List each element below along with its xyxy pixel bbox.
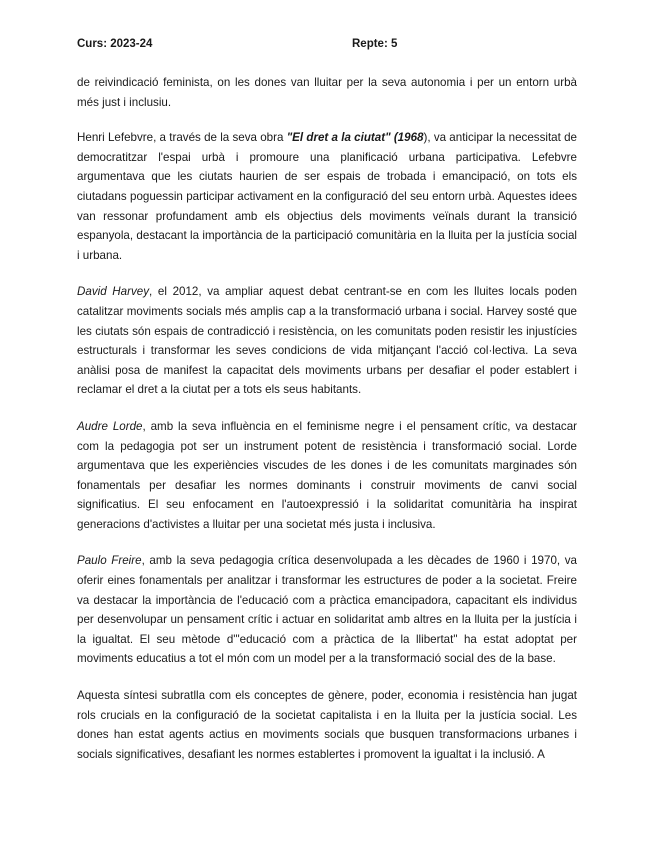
paragraph-text: de reivindicació feminista, on les dones van lluitar per la seva autonomia i per un entorn urbà més just i inclusiu. [77, 76, 577, 109]
author-name: Audre Lorde [77, 419, 143, 433]
paragraph-text: Henri Lefebvre, a través de la seva obra [77, 131, 287, 145]
paragraph-continuation [77, 73, 577, 112]
paragraph-text: Aquesta síntesi subratlla com els conceptes de gènere, poder, economia i resistència han jugat rols crucials en la configuració de la societat capitalista i en la lluita per la justícia social. Les dones han estat agents actius en moviments socials que busquen transformacions urbanes i socials significatives, desafiant les normes establertes i promovent la igualtat i la inclusió. A [77, 689, 577, 761]
paragraph-text: , amb la seva influència en el feminisme negre i el pensament crític, va destacar com la pedagogia pot ser un instrument potent de resistència i transformació social. Lorde argumentava que les experiències viscudes de les dones i de les comunitats marginades són fonamentals per desafiar les normes dominants i construir moviments de canvi social significatius. El seu enfocament en l'autoexpressió i la solidaritat comunitària ha inspirat generacions d'activistes a lluitar per una societat més justa i inclusiva. [77, 419, 577, 531]
page-header [77, 38, 578, 54]
author-name: David Harvey [77, 285, 150, 299]
paragraph-lefebvre [77, 128, 577, 265]
document-body [77, 73, 577, 764]
paragraph-text: , el 2012, va ampliar aquest debat centrant-se en com les lluites locals poden catalitzar moviments socials més amplis cap a la transformació urbana i social. Harvey sosté que les ciutats són espais de contradicció i resistència, on les comunitats poden resistir les injustícies estructurals i transformar les seves condicions de vida mitjançant l'acció col·lectiva. La seva anàlisi posa de manifest la capacitat dels moviments urbans per desafiar el poder establert i reclamar el dret a la ciutat per a tots els seus habitants. [77, 285, 577, 397]
author-name: Paulo Freire [77, 554, 142, 568]
paragraph-text: , amb la seva pedagogia crítica desenvolupada a les dècades de 1960 i 1970, va oferir eines fonamentals per analitzar i transformar les estructures de poder a la societat. Freire va destacar la importància de l'educació com a pràctica emancipadora, capacitant els individus per desenvolupar un pensament crític i actuar en solidaritat amb altres en la lluita per la justícia i la igualtat. El seu mètode d'"educació com a pràctica de la llibertat" ha estat adoptat per moviments educatius a tot el món com un model per a la transformació social des de la base. [77, 554, 577, 666]
challenge-label: Repte: 5 [352, 38, 398, 50]
paragraph-harvey [77, 282, 577, 400]
paragraph-freire [77, 551, 577, 669]
paragraph-lorde [77, 417, 577, 535]
work-title: "El dret a la ciutat" (1968 [286, 131, 424, 145]
paragraph-synthesis [77, 686, 577, 764]
course-label: Curs: 2023-24 [77, 38, 153, 50]
paragraph-text: ), va anticipar la necessitat de democratitzar l'espai urbà i promoure una planificació urbana participativa. Lefebvre argumentava que les ciutats haurien de ser espais de trobada i emancipació, on tots els ciutadans poguessin participar activament en la configuració del seu entorn urbà. Aquestes idees van ressonar profundament amb els objectius dels moviments veïnals durant la transició espanyola, destacant la importància de la participació comunitària en la lluita per la justícia social i urbana. [77, 131, 578, 262]
